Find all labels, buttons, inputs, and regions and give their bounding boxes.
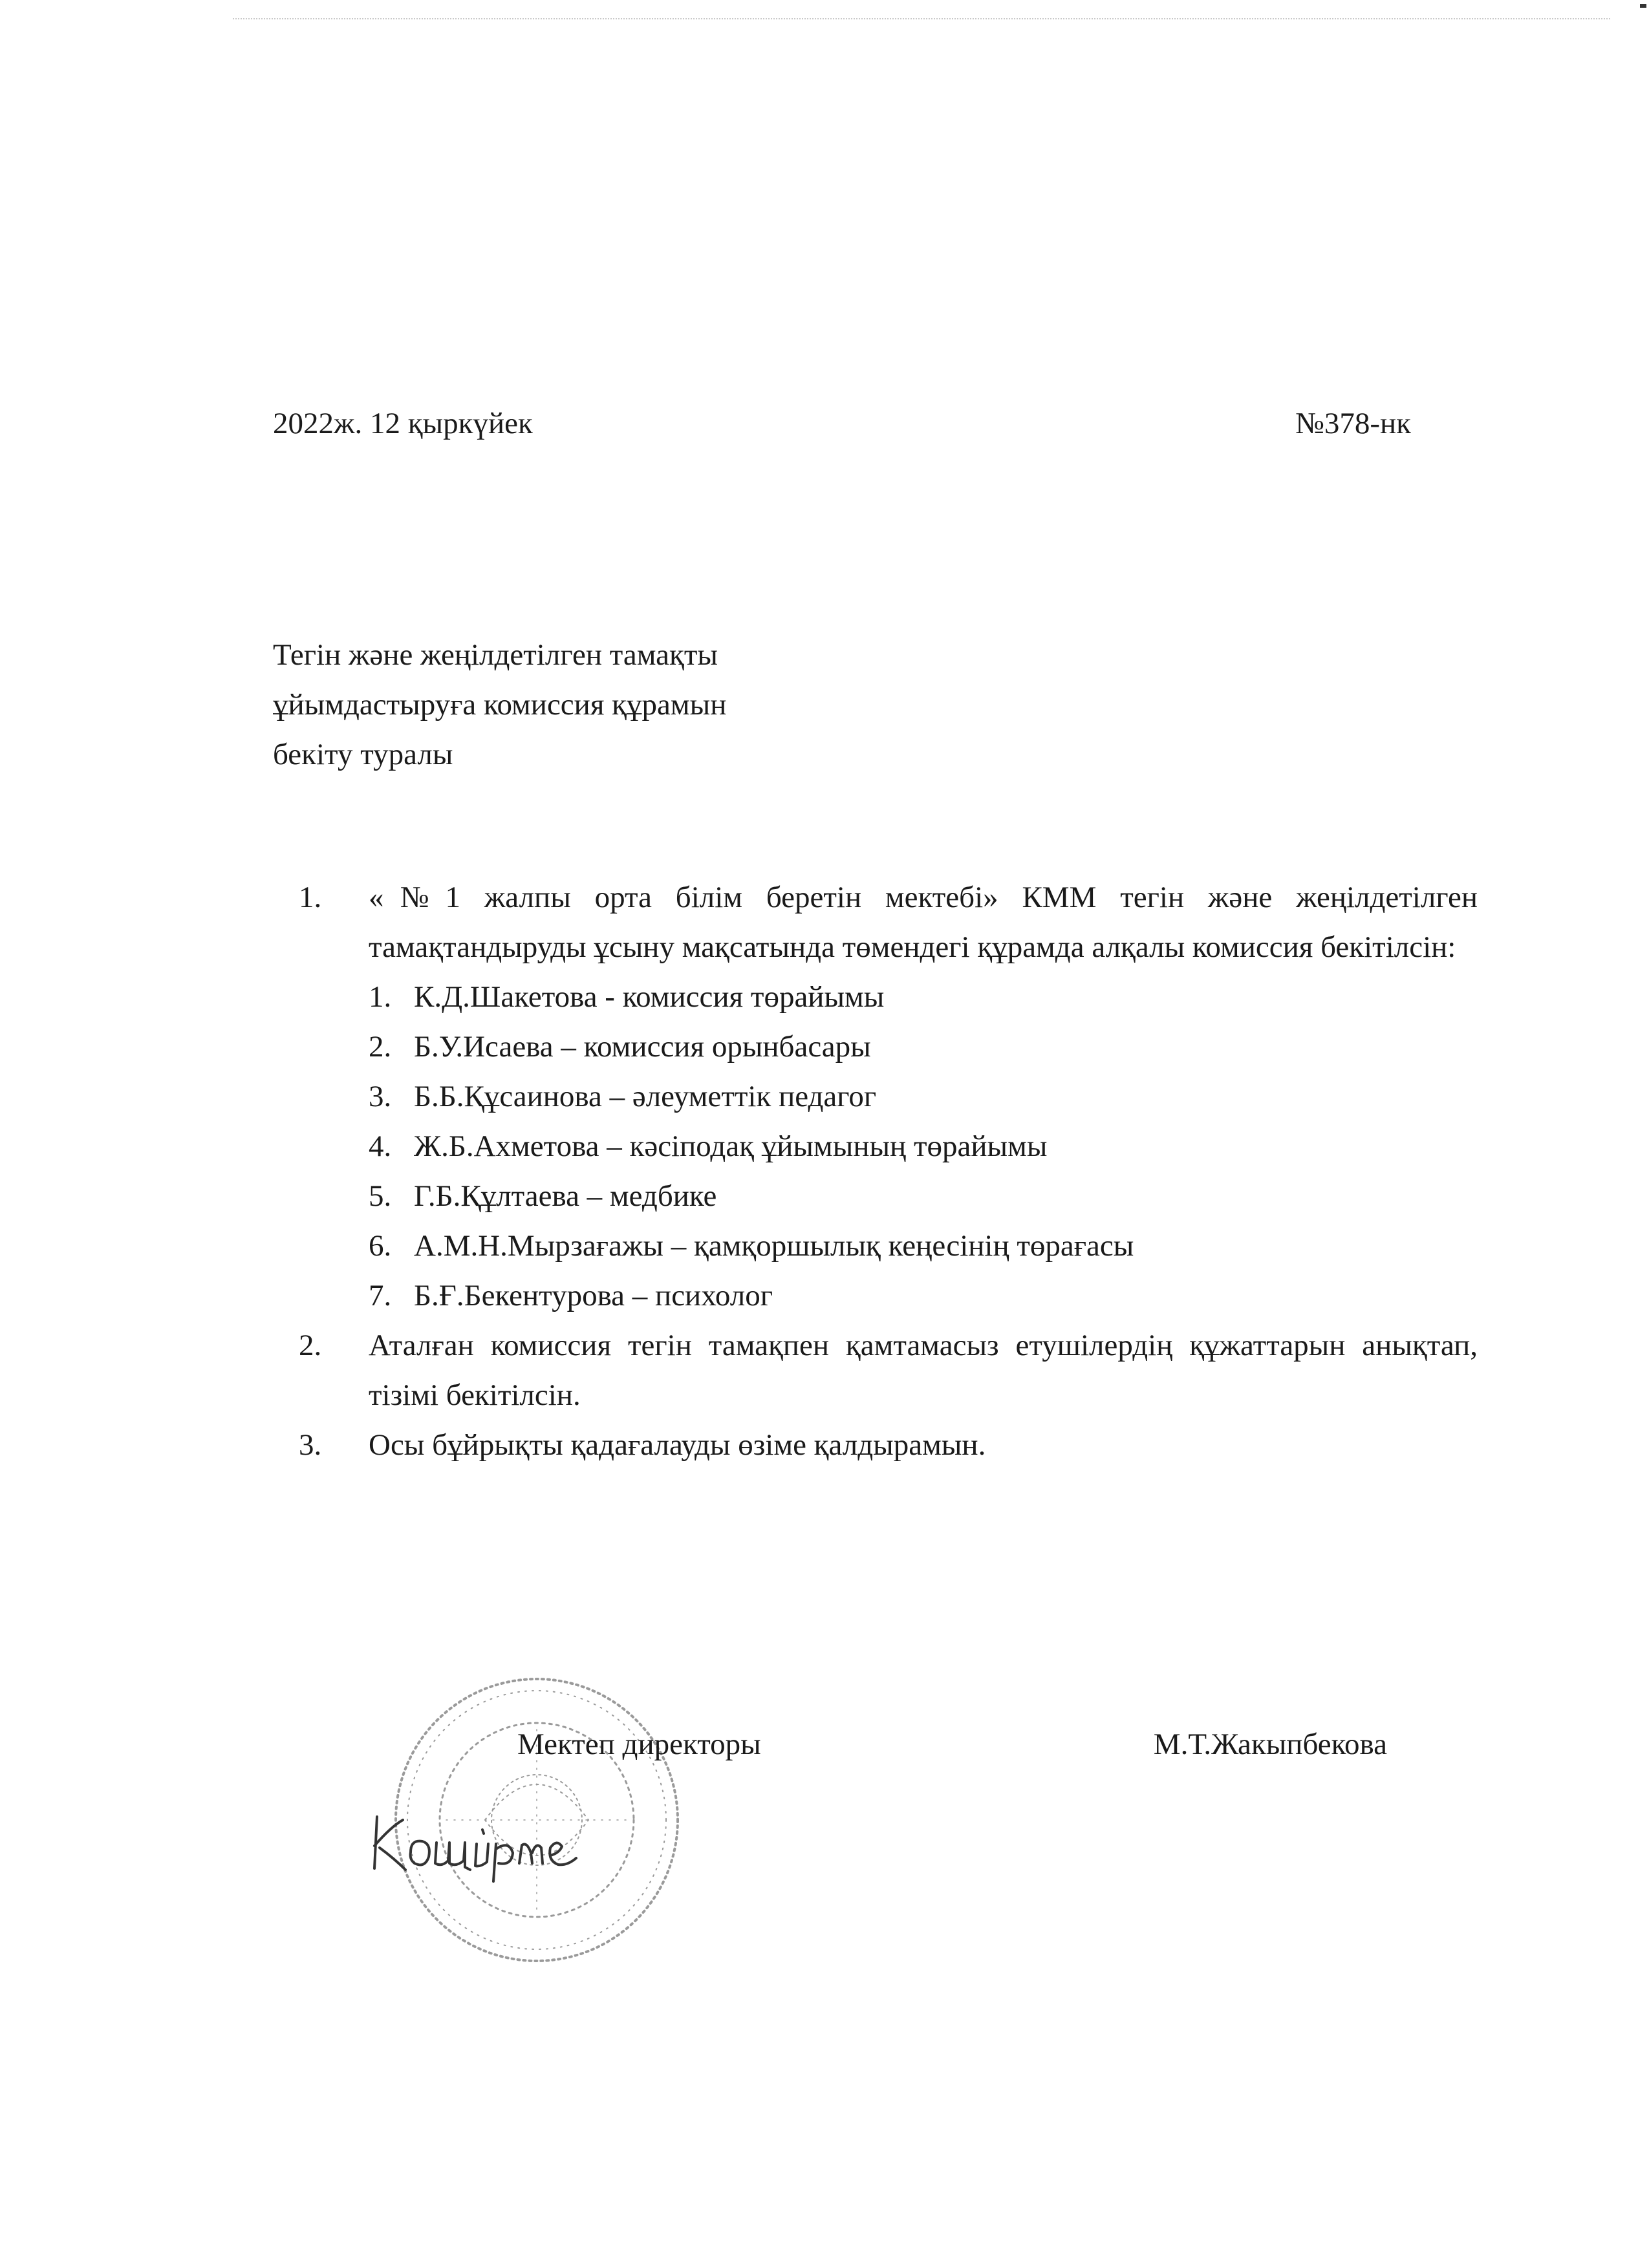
member-number: 2. [369,1030,392,1064]
commission-member [369,1171,1478,1221]
commission-members-list [369,972,1478,1321]
scan-corner-mark [1640,4,1646,8]
item-number: 2. [299,1329,322,1362]
item-text: Аталған комиссия тегін тамақпен қамтамасыз етушілердің құжаттарын анықтап, тізімі бекітілсін. [369,1329,1478,1412]
scan-edge-line [233,18,1610,19]
member-text: Б.У.Исаева – комиссия орынбасары [414,1030,871,1064]
member-text: А.М.Н.Мырзағажы – қамқоршылық кеңесінің төрағасы [414,1229,1134,1263]
order-item-2 [299,1321,1478,1420]
member-number: 3. [369,1080,392,1113]
member-number: 1. [369,980,392,1014]
item-number: 1. [299,881,322,914]
order-date: 2022ж. 12 қыркүйек [273,407,533,440]
commission-member [369,1122,1478,1171]
member-text: Б.Б.Құсаинова – әлеуметтік педагог [414,1080,877,1113]
member-text: Ж.Б.Ахметова – кәсіподақ ұйымының төрайымы [414,1129,1048,1163]
order-number: №378-нк [1295,407,1411,440]
commission-member [369,972,1478,1022]
commission-member [369,1221,1478,1271]
order-subject [273,630,920,780]
member-text: К.Д.Шакетова - комиссия төрайымы [414,980,885,1014]
signatory-name: М.Т.Жакыпбекова [1153,1728,1387,1761]
item-text: «№1 жалпы орта білім беретін мектебі» КММ тегін және жеңілдетілген тамақтандыруды ұсыну мақсатында төмендегі құрамда алқалы комиссия бекітілсін: [369,881,1478,964]
item-number: 3. [299,1428,322,1462]
subject-line: Тегін және жеңілдетілген тамақты [273,638,718,672]
subject-line: ұйымдастыруға комиссия құрамын [273,688,727,722]
commission-member [369,1022,1478,1072]
commission-member [369,1072,1478,1122]
member-number: 6. [369,1229,392,1263]
handwritten-copy-note [365,1791,585,1888]
member-number: 4. [369,1129,392,1163]
member-text: Б.Ғ.Бекентурова – психолог [414,1279,773,1312]
member-text: Г.Б.Құлтаева – медбике [414,1179,717,1213]
member-number: 7. [369,1279,392,1312]
commission-member [369,1271,1478,1321]
item-text: Осы бұйрықты қадағалауды өзіме қалдырамын. [369,1428,986,1462]
order-item-1 [299,873,1478,1321]
order-item-3 [299,1420,1478,1470]
signatory-position: Мектеп директоры [517,1728,761,1761]
subject-line: бекіту туралы [273,738,453,771]
member-number: 5. [369,1179,392,1213]
order-items [299,873,1478,1470]
